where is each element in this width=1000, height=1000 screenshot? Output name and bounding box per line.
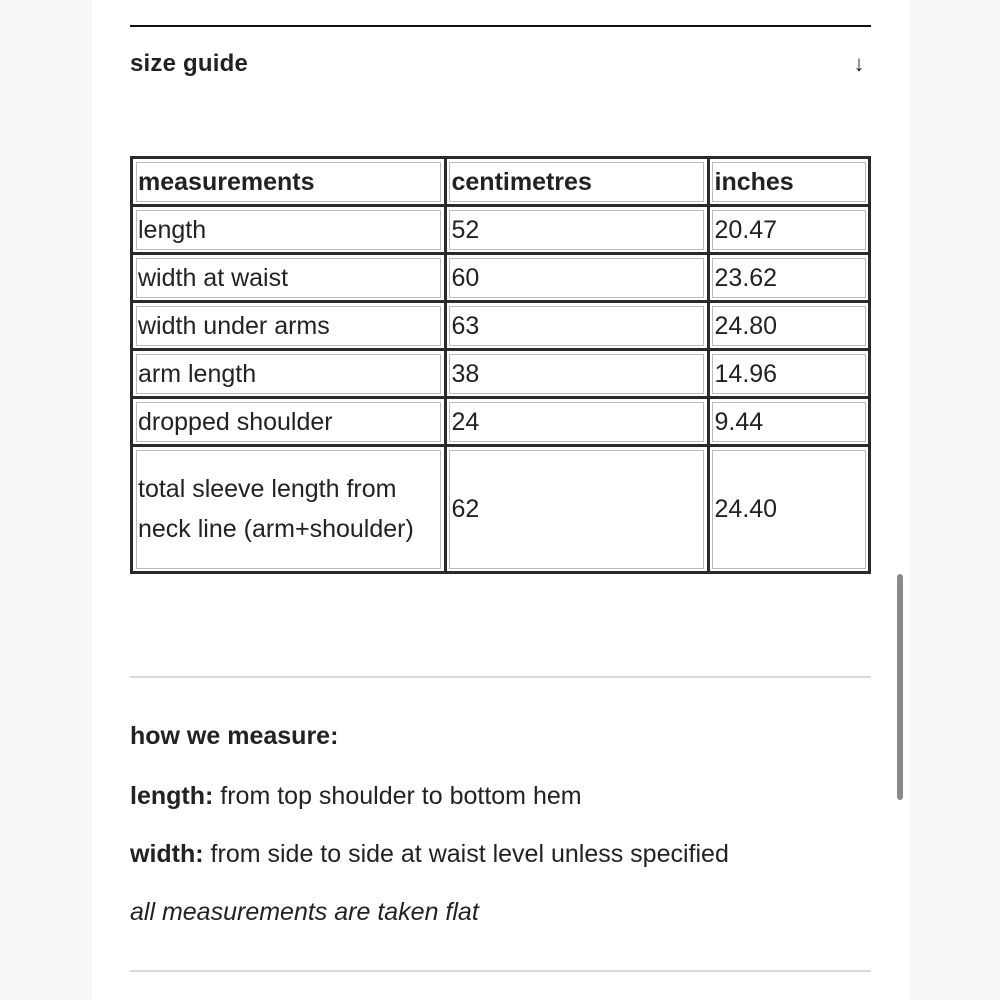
table-row bbox=[132, 446, 870, 573]
length-note-text: from top shoulder to bottom hem bbox=[220, 782, 582, 810]
cell-measurement: length bbox=[132, 206, 446, 254]
cell-measurement: total sleeve length from neck line (arm+shoulder) bbox=[132, 446, 446, 573]
cell-inches: 14.96 bbox=[708, 350, 869, 398]
cell-inches: 24.40 bbox=[708, 446, 869, 573]
table-row bbox=[132, 254, 870, 302]
cell-inches: 20.47 bbox=[708, 206, 869, 254]
cell-measurement: arm length bbox=[132, 350, 446, 398]
width-note bbox=[130, 840, 729, 869]
cell-centimetres: 24 bbox=[445, 398, 708, 446]
size-guide-title: size guide bbox=[130, 50, 249, 77]
arrow-down-icon[interactable]: ↓ bbox=[853, 51, 865, 76]
cell-measurement: dropped shoulder bbox=[132, 398, 446, 446]
cell-centimetres: 60 bbox=[445, 254, 708, 302]
width-note-text: from side to side at waist level unless specified bbox=[210, 840, 729, 868]
table-row bbox=[132, 302, 870, 350]
header-inches: inches bbox=[708, 158, 869, 206]
cell-inches: 24.80 bbox=[708, 302, 869, 350]
how-we-measure-heading: how we measure: bbox=[130, 722, 339, 750]
cell-centimetres: 63 bbox=[445, 302, 708, 350]
size-guide-accordion-toggle[interactable] bbox=[130, 46, 871, 82]
cell-measurement: width at waist bbox=[132, 254, 446, 302]
table-row bbox=[132, 206, 870, 254]
header-measurements: measurements bbox=[132, 158, 446, 206]
cell-inches: 23.62 bbox=[708, 254, 869, 302]
size-table bbox=[130, 156, 871, 574]
cell-inches: 9.44 bbox=[708, 398, 869, 446]
bottom-divider bbox=[130, 970, 871, 972]
table-header-row bbox=[132, 158, 870, 206]
cell-centimetres: 52 bbox=[445, 206, 708, 254]
width-note-label: width: bbox=[130, 840, 204, 868]
cell-centimetres: 62 bbox=[445, 446, 708, 573]
length-note bbox=[130, 782, 582, 811]
flat-note: all measurements are taken flat bbox=[130, 898, 479, 926]
table-row bbox=[132, 398, 870, 446]
header-centimetres: centimetres bbox=[445, 158, 708, 206]
top-divider bbox=[130, 25, 871, 27]
cell-measurement: width under arms bbox=[132, 302, 446, 350]
length-note-label: length: bbox=[130, 782, 214, 810]
table-row bbox=[132, 350, 870, 398]
scrollbar-thumb[interactable] bbox=[897, 574, 903, 800]
section-divider bbox=[130, 676, 871, 678]
cell-centimetres: 38 bbox=[445, 350, 708, 398]
